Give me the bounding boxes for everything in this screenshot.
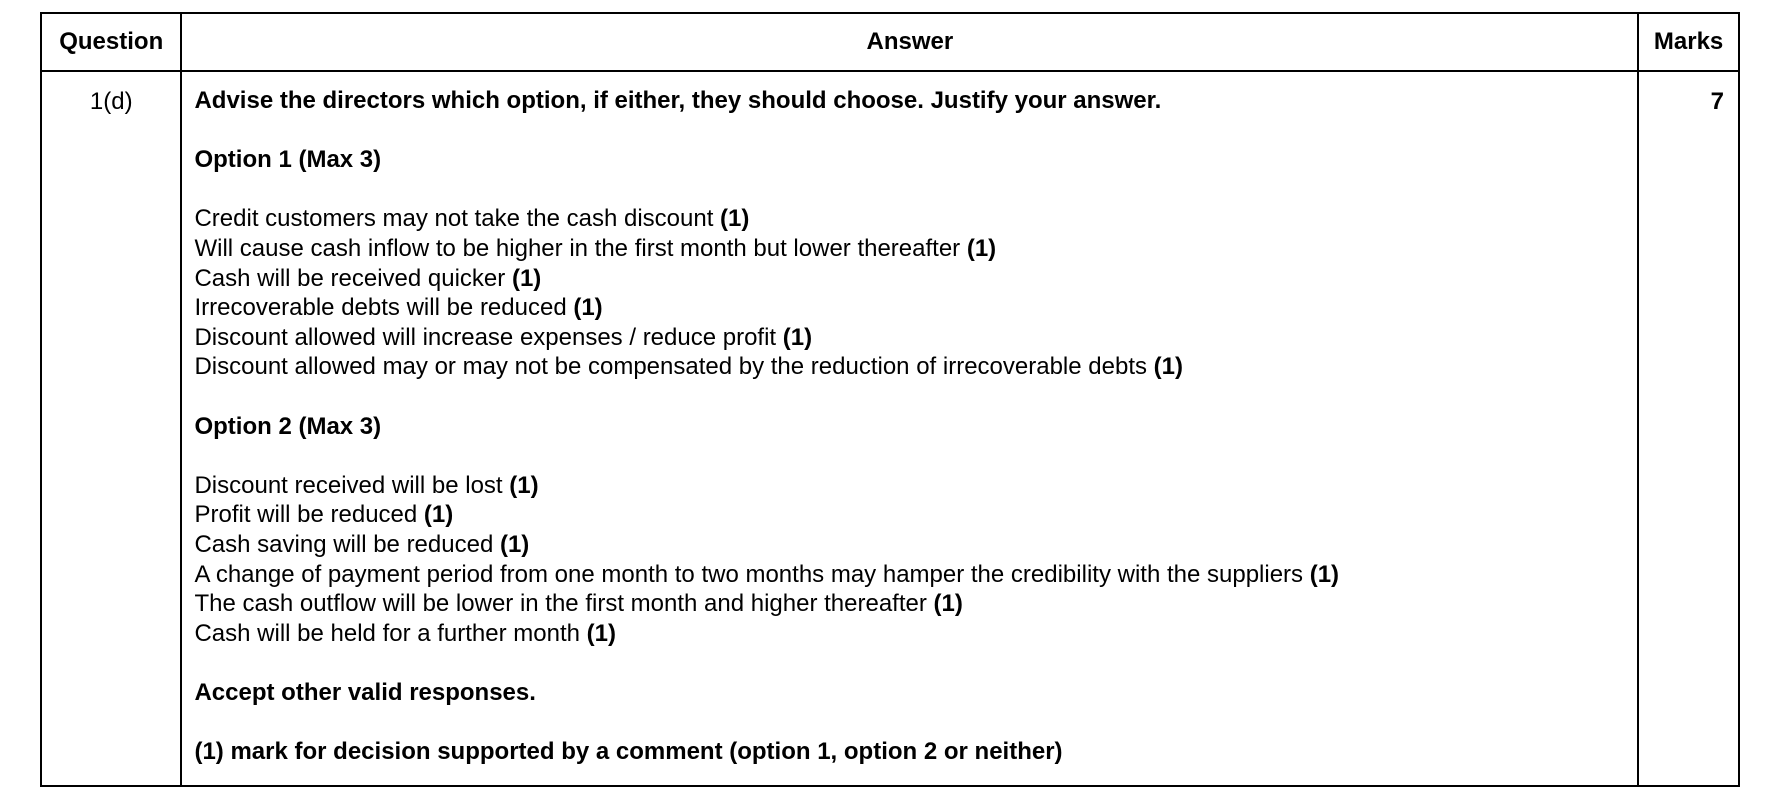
point-mark: (1) <box>933 590 963 618</box>
point-text: Discount received will be lost <box>194 471 510 499</box>
list-item <box>194 264 1625 294</box>
point-mark: (1) <box>509 471 539 499</box>
list-item <box>194 619 1625 649</box>
point-mark: (1) <box>586 619 617 647</box>
mark-scheme-table <box>40 12 1740 787</box>
point-text: Cash will be received quicker <box>194 264 512 292</box>
option1-heading: Option 1 (Max 3) <box>194 146 382 174</box>
point-text: Irrecoverable debts will be reduced <box>194 294 574 322</box>
header-answer: Answer <box>181 13 1638 71</box>
point-mark: (1) <box>573 294 603 322</box>
header-marks: Marks <box>1638 13 1739 71</box>
option2-list <box>194 471 1625 649</box>
marks-value: 7 <box>1638 71 1739 786</box>
header-row <box>41 13 1739 71</box>
point-text: Will cause cash inflow to be higher in the first month but lower thereafter <box>194 234 967 262</box>
point-mark: (1) <box>423 501 454 529</box>
list-item <box>194 204 1625 234</box>
point-mark: (1) <box>499 530 530 558</box>
point-text: Cash will be held for a further month <box>194 619 587 647</box>
point-text: Discount allowed will increase expenses / reduce profit <box>194 323 783 351</box>
point-text: Discount allowed may or may not be compensated by the reduction of irrecoverable debts <box>194 353 1154 381</box>
point-mark: (1) <box>720 205 750 233</box>
question-number: 1(d) <box>41 71 181 786</box>
list-item <box>194 293 1625 323</box>
question-row <box>41 71 1739 786</box>
point-text: Profit will be reduced <box>194 501 424 529</box>
option2-heading: Option 2 (Max 3) <box>194 412 382 440</box>
list-item <box>194 500 1625 530</box>
point-mark: (1) <box>511 264 542 292</box>
option1-list <box>194 204 1625 382</box>
decision-note: (1) mark for decision supported by a comment (option 1, option 2 or neither) <box>194 738 1063 766</box>
point-text: A change of payment period from one month to two months may hamper the credibility with the suppliers <box>194 560 1310 588</box>
point-mark: (1) <box>966 234 997 262</box>
point-mark: (1) <box>782 323 813 351</box>
list-item <box>194 323 1625 353</box>
header-question: Question <box>41 13 181 71</box>
point-mark: (1) <box>1153 353 1183 381</box>
point-text: The cash outflow will be lower in the first month and higher thereafter <box>194 590 934 618</box>
answer-cell <box>181 71 1638 786</box>
answer-prompt: Advise the directors which option, if either, they should choose. Justify your answer. <box>194 87 1162 114</box>
list-item <box>194 560 1625 590</box>
point-text: Credit customers may not take the cash discount <box>194 205 721 233</box>
list-item <box>194 471 1625 501</box>
point-mark: (1) <box>1309 560 1340 588</box>
accept-note: Accept other valid responses. <box>194 678 536 706</box>
list-item <box>194 234 1625 264</box>
list-item <box>194 530 1625 560</box>
list-item <box>194 352 1625 382</box>
point-text: Cash saving will be reduced <box>194 530 500 558</box>
list-item <box>194 589 1625 619</box>
